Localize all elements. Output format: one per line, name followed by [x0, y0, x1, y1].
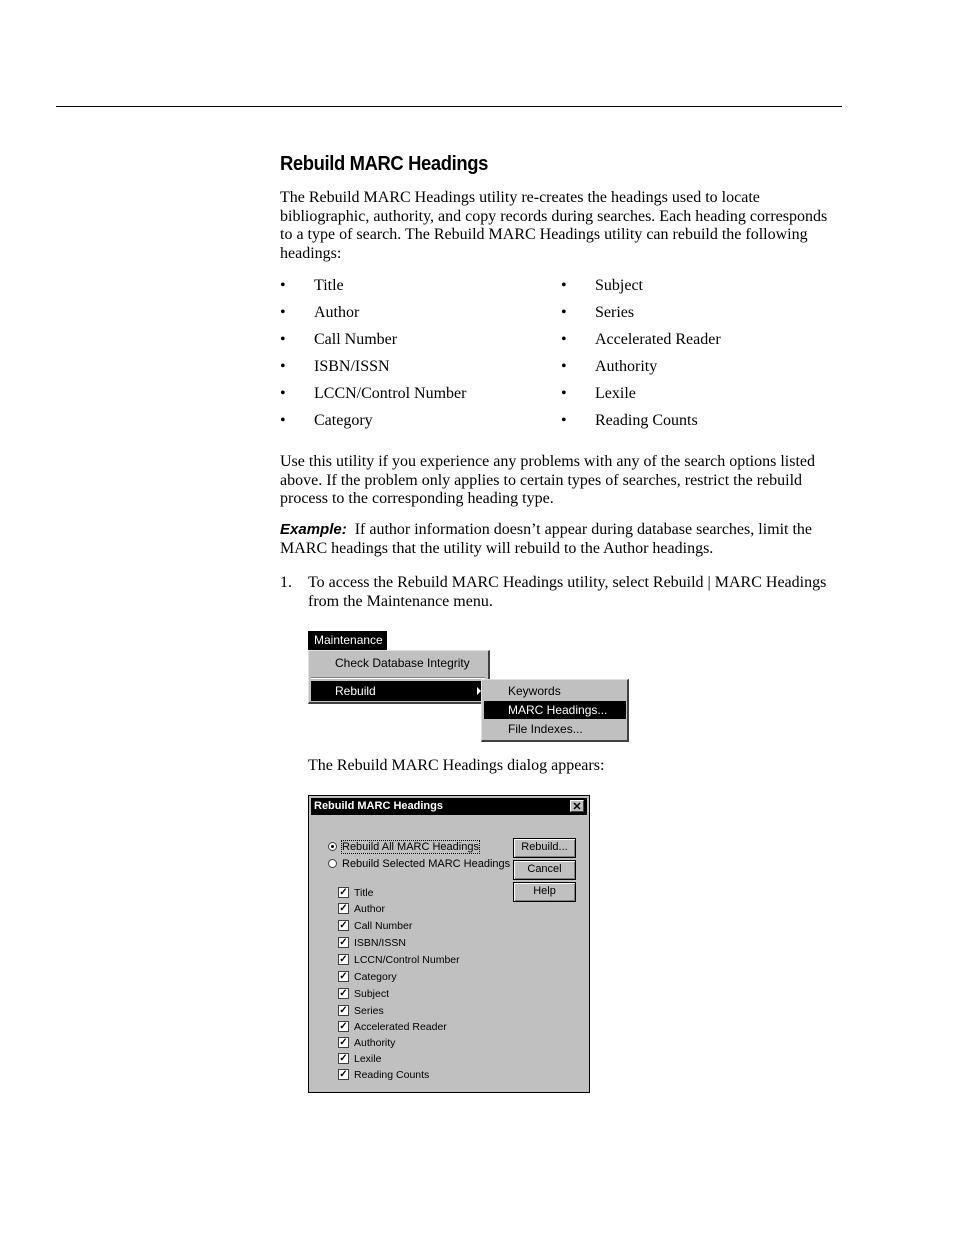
bullet-icon: • [280, 412, 286, 429]
maintenance-dropdown [308, 650, 490, 704]
menu-item-file-indexes[interactable]: File Indexes... [508, 722, 583, 736]
help-button[interactable]: Help [513, 882, 576, 902]
example-label: Example: [280, 521, 347, 538]
intro-paragraph: The Rebuild MARC Headings utility re-creates the headings used to locate bibliographic, authority, and copy records during searches. Each heading corresponds to a type of search. The Rebuild MARC Headings utility can rebuild the following headings: [280, 189, 828, 262]
usage-paragraph: Use this utility if you experience any problems with any of the search options listed above. If the problem only applies to certain types of searches, restrict the rebuild process to the corresponding heading type. [280, 453, 815, 507]
menu-item-check-database-integrity[interactable]: Check Database Integrity [335, 656, 470, 670]
bullet-icon: • [561, 331, 567, 348]
menu-item-marc-headings[interactable]: MARC Headings... [484, 701, 626, 719]
bullet-icon: • [280, 358, 286, 375]
cancel-button[interactable]: Cancel [513, 860, 576, 880]
dialog-title: Rebuild MARC Headings [314, 800, 443, 812]
header-rule [56, 106, 842, 107]
check-icon: ✓ [339, 1005, 348, 1016]
step-text: To access the Rebuild MARC Headings utility, select Rebuild | MARC Headings from the Maintenance menu. [308, 574, 827, 610]
bullet-icon: • [561, 277, 567, 294]
bullet-icon: • [280, 385, 286, 402]
menu-separator [311, 677, 485, 679]
check-icon: ✓ [339, 1037, 348, 1048]
bullet-icon: • [280, 331, 286, 348]
dialog-caption: The Rebuild MARC Headings dialog appears: [308, 757, 605, 774]
close-icon[interactable]: ✕ [570, 800, 584, 812]
section-heading: Rebuild MARC Headings [280, 153, 488, 175]
check-icon: ✓ [339, 937, 348, 948]
bullet-icon: • [561, 304, 567, 321]
rebuild-marc-headings-dialog: Rebuild MARC Headings ✕ Rebuild All MARC Headings Rebuild Selected MARC Headings ✓ Title ✓ Author ✓ Call Number ✓ ISBN/ISSN ✓ LCCN/Control Number ✓ Category ✓ Subject ✓ Series ✓ Accelerated Reader ✓ Authority ✓ Lexile ✓ Reading Counts Rebuild... Cancel Help [308, 795, 590, 1093]
menu-item-keywords[interactable]: Keywords [508, 684, 561, 698]
maintenance-menu[interactable]: Maintenance [308, 631, 387, 650]
check-icon: ✓ [339, 1053, 348, 1064]
dialog-titlebar [311, 798, 587, 815]
check-icon: ✓ [339, 954, 348, 965]
bullet-icon: • [280, 277, 286, 294]
check-icon: ✓ [339, 988, 348, 999]
step-number: 1. [280, 574, 292, 591]
check-icon: ✓ [339, 887, 348, 898]
menu-item-rebuild[interactable]: Rebuild [311, 681, 485, 701]
bullet-icon: • [280, 304, 286, 321]
check-icon: ✓ [339, 1021, 348, 1032]
check-icon: ✓ [339, 903, 348, 914]
example-text: If author information doesn’t appear during database searches, limit the MARC headings that the utility will rebuild to the Author headings. [280, 521, 813, 557]
radio-circle-icon [328, 859, 337, 868]
radio-circle-icon [328, 842, 337, 851]
bullet-icon: • [561, 358, 567, 375]
bullet-icon: • [561, 412, 567, 429]
rebuild-submenu [481, 679, 629, 742]
rebuild-button[interactable]: Rebuild... [513, 838, 576, 858]
check-icon: ✓ [339, 920, 348, 931]
check-icon: ✓ [339, 1069, 348, 1080]
example-paragraph [280, 521, 842, 558]
check-icon: ✓ [339, 971, 348, 982]
bullet-icon: • [561, 385, 567, 402]
